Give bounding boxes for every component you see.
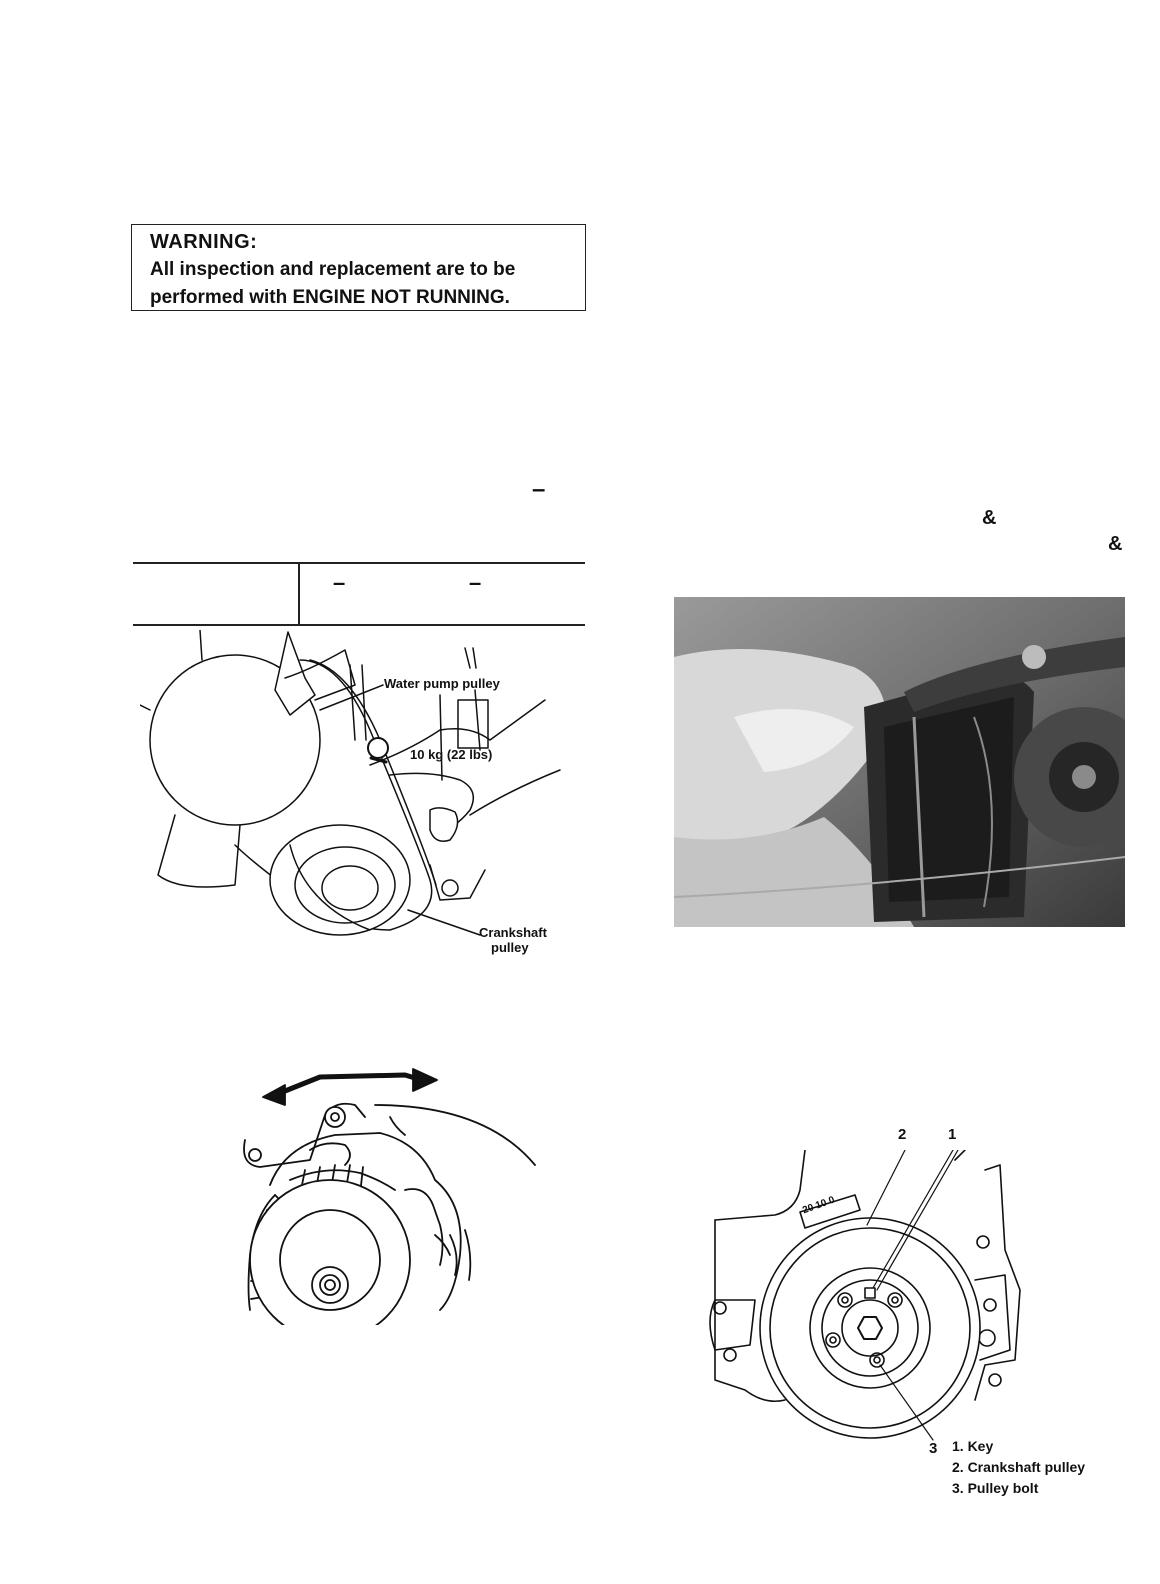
pulley-legend [952,1436,1085,1499]
stray-ampersand-1: & [982,507,997,529]
label-water-pump-pulley: Water pump pulley [384,676,500,691]
label-pulley: pulley [491,940,529,955]
label-force-10kg: 10 kg (22 lbs) [410,747,493,762]
legend-item-key: 1. Key [952,1438,994,1454]
table-dash-2: – [469,570,482,595]
label-crankshaft: Crankshaft [479,925,547,940]
warning-heading: WARNING: [150,231,258,253]
specification-table [133,562,585,626]
table-dash-1: – [333,570,346,595]
callout-2: 2 [898,1126,907,1143]
stray-ampersand-2: & [1108,533,1123,555]
callout-3: 3 [929,1440,938,1457]
engine-photo [674,597,1125,927]
legend-item-pulley-bolt: 3. Pulley bolt [952,1480,1039,1496]
stray-dash: – [532,476,546,503]
table-divider [298,564,300,626]
alternator-adjustment-illustration [215,1055,545,1325]
warning-line-2: performed with ENGINE NOT RUNNING. [150,287,510,308]
belt-tension-illustration [140,630,570,960]
crankshaft-pulley-illustration [705,1150,1025,1450]
warning-box [131,224,586,311]
callout-1: 1 [948,1126,957,1143]
warning-line-1: All inspection and replacement are to be [150,259,516,280]
engine-photo-image [674,597,1125,927]
timing-scale-label: 20 10 0 [801,1194,837,1217]
legend-item-crankshaft-pulley: 2. Crankshaft pulley [952,1459,1086,1475]
